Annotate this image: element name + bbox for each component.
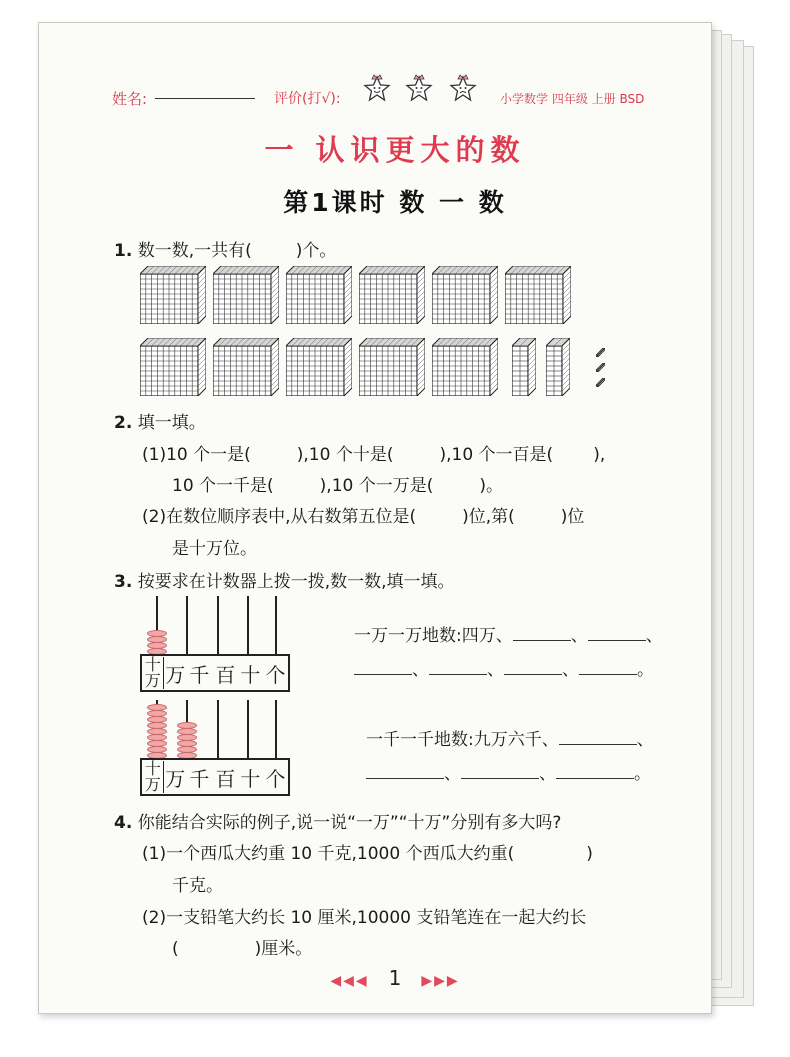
- unit-cube: [596, 378, 605, 387]
- q2-line-3: (2)在数位顺序表中,从右数第五位是( )位,第( )位: [142, 507, 585, 527]
- q2-line-1: (1)10 个一是( ),10 个十是( ),10 个一百是( ),: [142, 445, 606, 465]
- abacus-bead[interactable]: [147, 710, 167, 717]
- abacus-rod: [186, 596, 188, 656]
- q2-line-2: 10 个一千是( ),10 个一万是( )。: [172, 476, 504, 496]
- q4-line-1: (1)一个西瓜大约重 10 千克,1000 个西瓜大约重( ): [142, 844, 593, 864]
- question-2: 2. 填一填。: [114, 413, 206, 433]
- abacus-rod: [275, 596, 277, 656]
- abacus-bead[interactable]: [147, 734, 167, 741]
- thousand-cube: [140, 338, 206, 396]
- question-1: 1. 数一数,一共有( )个。: [114, 241, 337, 261]
- q3-blank-9[interactable]: [461, 764, 539, 779]
- hundred-flat: [512, 338, 536, 396]
- q3-line-4: 、 、 。: [366, 759, 651, 784]
- abacus-bead[interactable]: [147, 630, 167, 637]
- name-label: 姓名:: [112, 90, 148, 108]
- thousand-cube: [359, 338, 425, 396]
- plain-star-icon[interactable]: [404, 74, 434, 104]
- section-title: 第1课时 数 一 数: [283, 188, 507, 217]
- grade-info: 小学数学 四年级 上册 BSD: [500, 92, 645, 106]
- thousand-cube: [286, 266, 352, 324]
- page-number: 1: [388, 966, 402, 990]
- thousand-cube: [432, 338, 498, 396]
- q3-line-1: 一万一万地数:四万、 、 、: [354, 626, 663, 646]
- abacus-bead[interactable]: [147, 740, 167, 747]
- q3-blank-7[interactable]: [559, 730, 637, 745]
- q3-blank-6[interactable]: [579, 660, 637, 675]
- left-arrows-icon: ◀◀◀: [330, 973, 369, 989]
- q3-blank-8[interactable]: [366, 764, 444, 779]
- name-input-line[interactable]: [155, 98, 255, 99]
- thousand-cube: [286, 338, 352, 396]
- page-footer: [0, 966, 790, 990]
- q4-line-2: 千克。: [172, 876, 223, 896]
- q3-blank-1[interactable]: [513, 626, 571, 641]
- abacus-bead[interactable]: [147, 716, 167, 723]
- abacus-bead[interactable]: [147, 746, 167, 753]
- abacus-bead[interactable]: [177, 734, 197, 741]
- right-arrows-icon: ▶▶▶: [421, 973, 460, 989]
- thousand-cube: [140, 266, 206, 324]
- question-4: 4. 你能结合实际的例子,说一说“一万”“十万”分别有多大吗?: [114, 813, 562, 833]
- abacus-rod: [247, 596, 249, 656]
- abacus-bead[interactable]: [147, 728, 167, 735]
- q3-blank-3[interactable]: [354, 660, 412, 675]
- question-3: 3. 按要求在计数器上拨一拨,数一数,填一填。: [114, 572, 455, 592]
- abacus-bead[interactable]: [147, 722, 167, 729]
- hundred-flat: [546, 338, 570, 396]
- q3-blank-10[interactable]: [556, 764, 634, 779]
- abacus-bead[interactable]: [147, 642, 167, 649]
- abacus-rod: [247, 700, 249, 760]
- q3-blank-2[interactable]: [588, 626, 646, 641]
- unit-cube: [596, 363, 605, 372]
- thousand-cube: [505, 266, 571, 324]
- abacus-bead[interactable]: [177, 740, 197, 747]
- abacus-frame-2: 十万 万 千 百 十 个: [140, 758, 290, 796]
- q3-blank-5[interactable]: [504, 660, 562, 675]
- thousand-cube: [213, 338, 279, 396]
- abacus-bead[interactable]: [177, 722, 197, 729]
- thousand-cube: [213, 266, 279, 324]
- abacus-bead[interactable]: [147, 636, 167, 643]
- abacus-bead[interactable]: [147, 704, 167, 711]
- abacus-rod: [275, 700, 277, 760]
- thousand-cube: [359, 266, 425, 324]
- abacus-bead[interactable]: [177, 746, 197, 753]
- q3-line-3: 一千一千地数:九万六千、 、: [366, 730, 654, 750]
- q3-blank-4[interactable]: [429, 660, 487, 675]
- q4-line-3: (2)一支铅笔大约长 10 厘米,10000 支铅笔连在一起大约长: [142, 908, 587, 928]
- q2-line-4: 是十万位。: [172, 539, 257, 559]
- sad-star-icon[interactable]: [448, 74, 478, 104]
- thousand-cube: [432, 266, 498, 324]
- q3-line-2: 、 、 、 。: [354, 655, 654, 680]
- abacus-frame-1: 十万 万 千 百 十 个: [140, 654, 290, 692]
- q4-line-4: ( )厘米。: [172, 939, 313, 959]
- abacus-rod: [217, 700, 219, 760]
- unit-cube: [596, 348, 605, 357]
- rating-label: 评价(打√):: [274, 91, 341, 107]
- abacus-bead[interactable]: [177, 728, 197, 735]
- abacus-rod: [217, 596, 219, 656]
- chapter-title: 一 认识更大的数: [264, 133, 526, 167]
- smile-star-icon[interactable]: [362, 74, 392, 104]
